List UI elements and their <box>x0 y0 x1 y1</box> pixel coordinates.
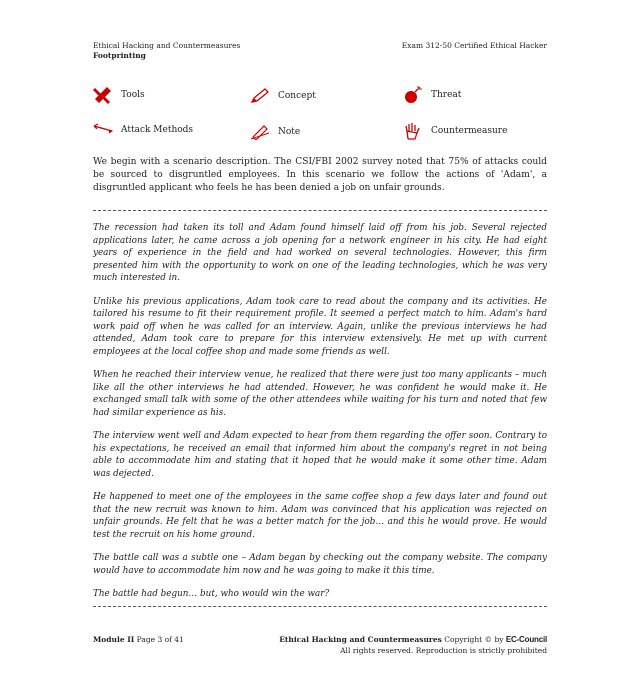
note-pen-icon <box>250 124 270 140</box>
legend-concept-label: Concept <box>278 91 316 101</box>
footer-copyright-text: Copyright © by <box>444 635 504 644</box>
legend-threat <box>403 86 461 104</box>
footer-copyright <box>279 634 547 656</box>
ec-council-logo: EC-Council <box>505 635 547 644</box>
legend-threat-label: Threat <box>431 90 462 100</box>
legend-tools-label: Tools <box>121 90 145 100</box>
scenario-story <box>93 222 547 612</box>
attack-arrow-icon <box>93 123 113 137</box>
footer-module-label: Module II <box>93 635 135 644</box>
header-right-title: Exam 312-50 Certified Ethical Hacker <box>401 41 547 50</box>
legend-note-label: Note <box>278 127 301 137</box>
legend-countermeasure-label: Countermeasure <box>431 126 508 136</box>
story-paragraph: He happened to meet one of the employees in the same coffee shop a few days later and found out that the new recruit was known to him. Adam was convinced that his application was rejected on unfair grounds. He felt that he was a better match for the job… and this he would prove. He would test the recruit on his home ground. <box>93 492 547 540</box>
bomb-icon <box>403 86 423 104</box>
legend-attack-methods-label: Attack Methods <box>121 125 194 135</box>
footer-module <box>93 634 184 645</box>
legend-note <box>250 124 300 140</box>
story-paragraph: Unlike his previous applications, Adam took care to read about the company and its activities. He tailored his resume to fit their requirement profile. It seemed a perfect match to him. Adam's hard work paid off when he was called for an interview. Again, unlike the previous interviews he had attended, Adam took care to prepare for this interview extensively. He met up with current employees at the local coffee shop and made some friends as well. <box>93 296 547 357</box>
tools-icon <box>93 86 113 104</box>
intro-paragraph: We begin with a scenario description. The CSI/FBI 2002 survey noted that 75% of attacks could be sourced to disgruntled employees. In this scenario we follow the actions of 'Adam', a disgruntled applicant who feels he has been denied a job on unfair grounds. <box>93 157 547 193</box>
legend-attack-methods <box>93 123 193 137</box>
footer-page-number: Page 3 of 41 <box>136 635 184 644</box>
footer-rights: All rights reserved. Reproduction is strictly prohibited <box>340 646 547 655</box>
footer-course: Ethical Hacking and Countermeasures <box>279 635 442 644</box>
legend-tools <box>93 86 145 104</box>
section-divider-bottom <box>93 606 547 607</box>
story-paragraph: The battle call was a subtle one – Adam began by checking out the company website. The company would have to accommodate him now and he was going to make it this time. <box>93 553 547 576</box>
pencil-icon <box>250 88 270 104</box>
hand-icon <box>403 122 423 140</box>
legend-concept <box>250 88 316 104</box>
story-paragraph: When he reached their interview venue, he realized that there were just too many applicants – much like all the other interviews he had attended. However, he was confident he would make it. He exchanged small talk with some of the other attendees while waiting for his turn and noted that few had similar experience as his. <box>93 370 547 418</box>
legend-countermeasure <box>403 122 507 140</box>
story-paragraph: The battle had begun… but, who would win the war? <box>93 589 330 599</box>
story-paragraph: The recession had taken its toll and Adam found himself laid off from his job. Several rejected applications later, he came across a job opening for a network engineer in his city. He had eight years of experience in the field and had worked on several technologies. However, this firm presented him with the opportunity to work on one of the leading technologies, which he was very much interested in. <box>93 223 547 283</box>
story-paragraph: The interview went well and Adam expected to hear from them regarding the offer soon. Contrary to his expectations, he received an email that informed him about the company's regret in not being able to accommodate him and stating that it hoped that he would make it some other time. Adam was dejected. <box>93 431 547 479</box>
header-section: Footprinting <box>93 51 146 60</box>
icon-legend <box>93 86 547 146</box>
header-left-title: Ethical Hacking and Countermeasures <box>93 41 241 50</box>
section-divider-top <box>93 210 547 211</box>
